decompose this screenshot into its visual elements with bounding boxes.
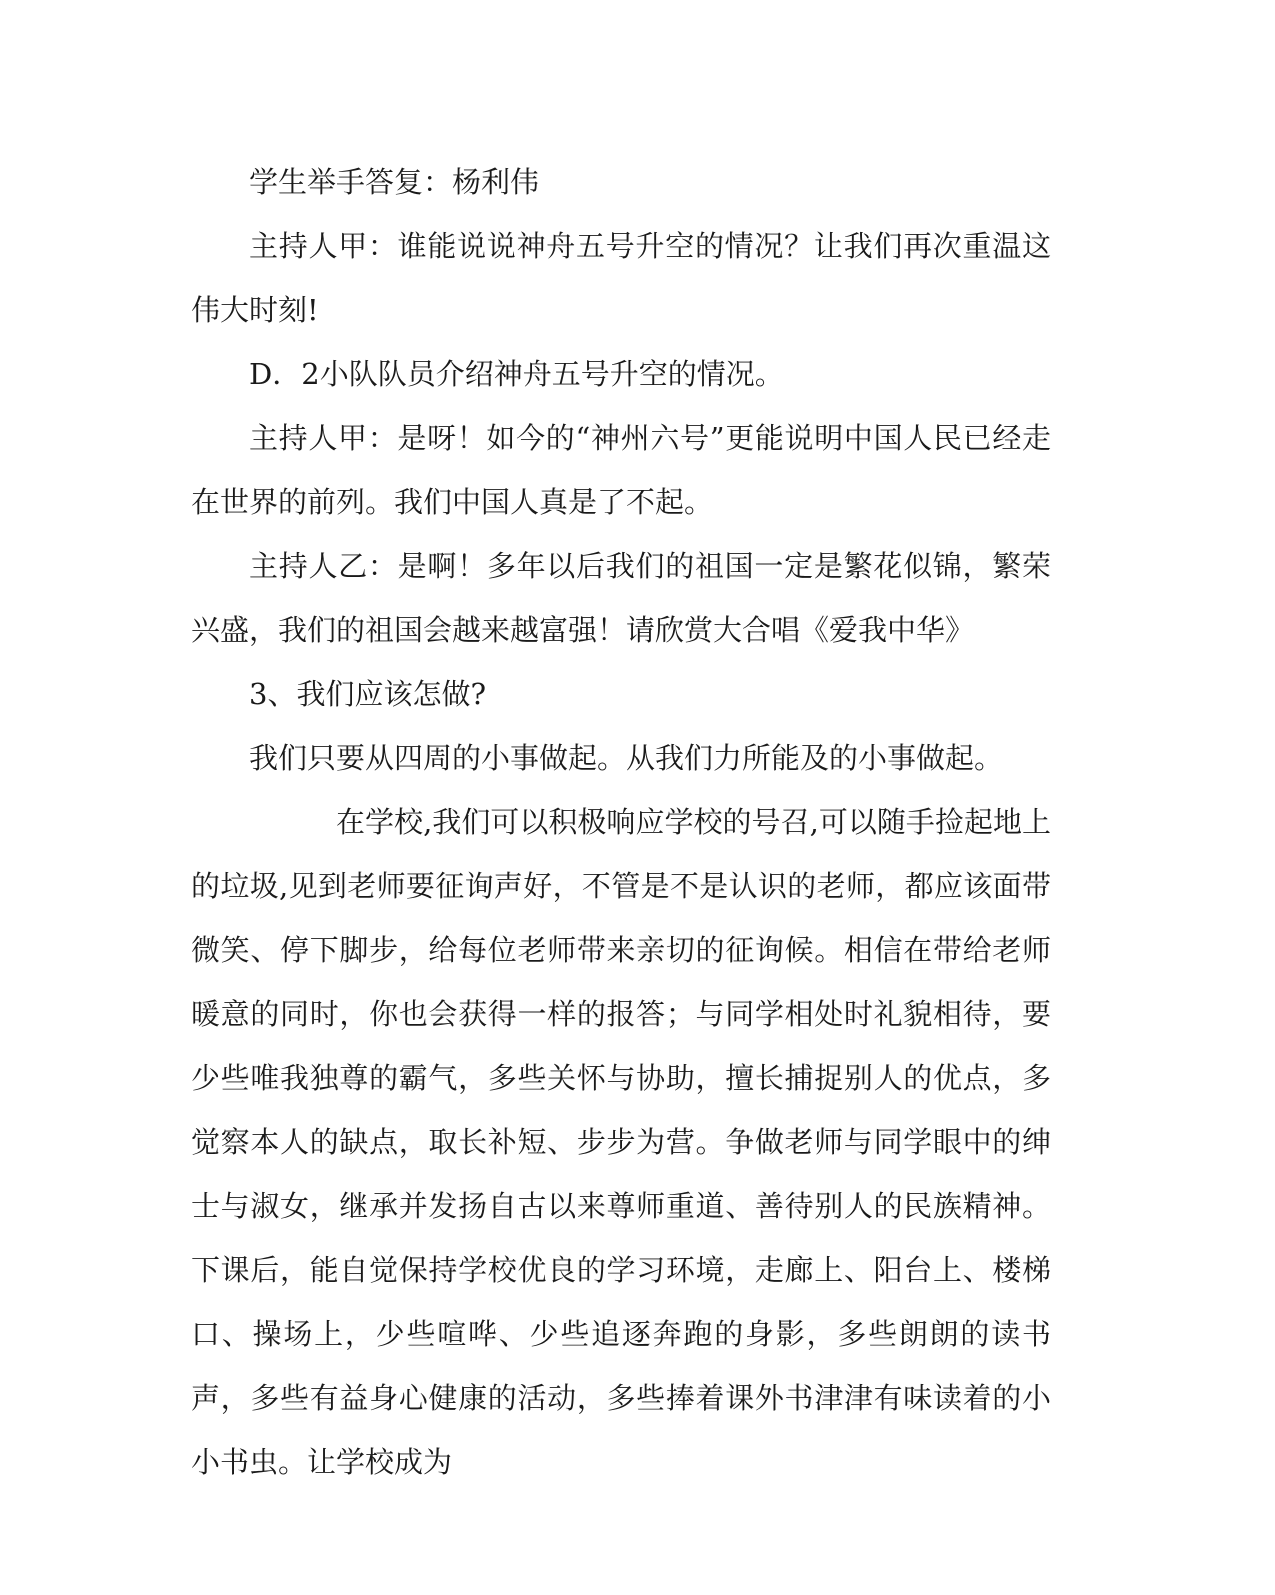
- paragraph-team-introduction: D．2小队队员介绍神舟五号升空的情况。: [249, 357, 784, 391]
- paragraph-at-school: 在学校,我们可以积极响应学校的号召,可以随手捡起地上的垃圾,见到老师要征询声好，不管是不是认识的老师，都应该面带微笑、停下脚步，给每位老师带来亲切的征询候。相信在带给老师暖意的同时，你也会获得一样的报答；与同学相处时礼貌相待，要少些唯我独尊的霸气，多些关怀与协助，擅长捕捉别人的优点，多觉察本人的缺点，取长补短、步步为营。争做老师与同学眼中的绅士与淑女，继承并发扬自古以来尊师重道、善待别人的民族精神。下课后，能自觉保持学校优良的学习环境，走廊上、阳台上、楼梯口、操场上，少些喧哗、少些追逐奔跑的身影，多些朗朗的读书声，多些有益身心健康的活动，多些捧着课外书津津有味读着的小小书虫。让学校成为: [191, 805, 1051, 1479]
- paragraph-host-a-question: 主持人甲：谁能说说神舟五号升空的情况？让我们再次重温这伟大时刻!: [191, 229, 1051, 327]
- section-heading-what-to-do: 3、我们应该怎做?: [249, 677, 486, 711]
- document-body: [191, 150, 1051, 1494]
- paragraph-student-answer: 学生举手答复：杨利伟: [249, 165, 540, 199]
- paragraph-host-b-chorus: 主持人乙：是啊！多年以后我们的祖国一定是繁花似锦，繁荣兴盛，我们的祖国会越来越富强！请欣赏大合唱《爱我中华》: [191, 549, 1051, 647]
- paragraph-host-a-shenzhou: 主持人甲：是呀！如今的“神州六号”更能说明中国人民已经走在世界的前列。我们中国人真是了不起。: [191, 421, 1051, 519]
- paragraph-small-things: 我们只要从四周的小事做起。从我们力所能及的小事做起。: [249, 741, 1004, 775]
